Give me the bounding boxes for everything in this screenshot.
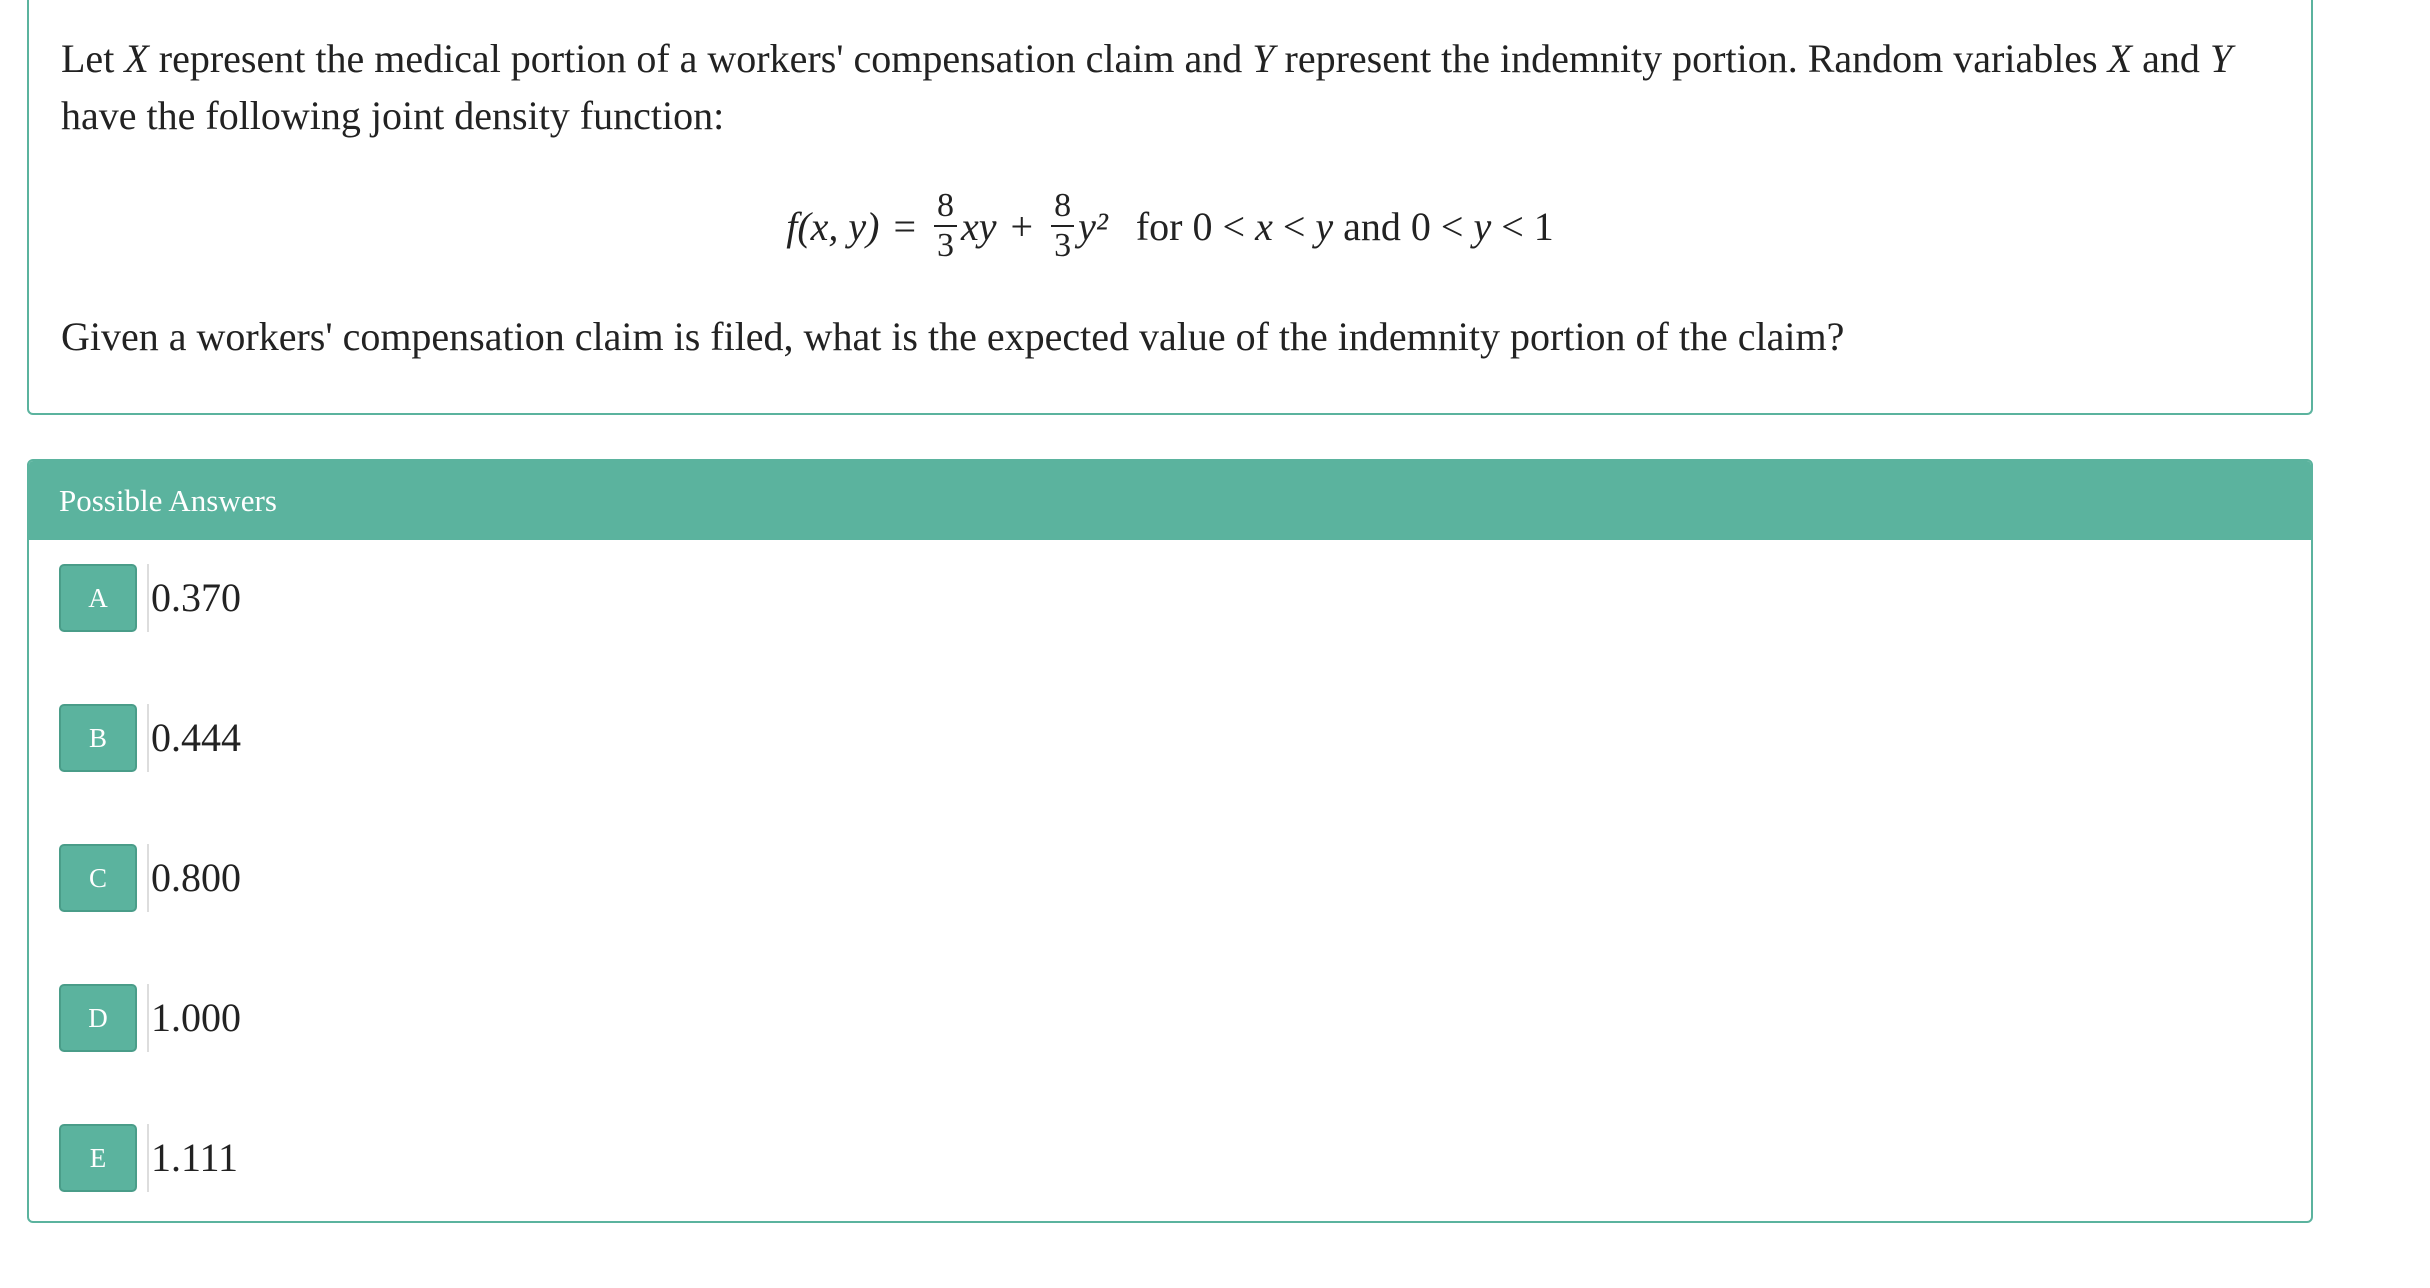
answer-value: 0.444 [147,704,241,772]
question-card [27,0,2313,415]
equation-term-y-squared: y² [1078,203,1108,249]
question-prompt: Given a workers' compensation claim is filed, what is the expected value of the indemnity portion of the claim? [61,314,1845,359]
equation-term-xy: xy [961,203,997,249]
fraction-1-denominator: 3 [934,225,957,265]
answer-option-e[interactable] [59,1124,238,1192]
condition-x: x [1255,203,1273,249]
question-text-part: and [2132,36,2210,81]
condition-y: y [1473,203,1492,249]
answer-value: 0.370 [147,564,241,632]
question-text-part: represent the medical portion of a workers' compensation claim and [148,36,1253,81]
answer-option-d[interactable] [59,984,241,1052]
question-text-part: represent the indemnity portion. Random variables [1274,36,2108,81]
fraction-1 [934,187,957,265]
fraction-2-denominator: 3 [1051,225,1074,265]
question-text [61,30,2281,144]
answer-letter-button[interactable]: D [59,984,137,1052]
equation-plus: + [1010,203,1034,249]
variable-y: Y [1252,36,1275,81]
answer-option-b[interactable] [59,704,241,772]
equation-condition [1136,203,1554,250]
answer-letter-button[interactable]: A [59,564,137,632]
joint-density-equation [29,176,2311,276]
question-text-part: Let [61,36,125,81]
condition-part: < [1272,203,1316,249]
answers-panel [27,459,2313,1223]
answer-letter-button[interactable]: B [59,704,137,772]
condition-y: y [1315,203,1334,249]
equation-lhs: f(x, y) [786,203,880,249]
answers-header: Possible Answers [29,461,2311,540]
fraction-2 [1051,187,1074,265]
answer-value: 1.000 [147,984,241,1052]
answer-option-a[interactable] [59,564,241,632]
variable-x: X [2107,36,2133,81]
question-text-part: have the following joint density function: [61,93,725,138]
fraction-2-numerator: 8 [1054,187,1072,224]
answer-letter-button[interactable]: C [59,844,137,912]
equation-equals: = [893,203,917,249]
fraction-1-numerator: 8 [937,187,955,224]
variable-x: X [124,36,149,81]
variable-y: Y [2209,36,2233,81]
answer-value: 0.800 [147,844,241,912]
answer-option-c[interactable] [59,844,241,912]
condition-part: for 0 < [1135,203,1256,249]
answer-letter-button[interactable]: E [59,1124,137,1192]
condition-part: and 0 < [1333,203,1474,249]
condition-part: < 1 [1491,203,1554,249]
answer-value: 1.111 [147,1124,238,1192]
